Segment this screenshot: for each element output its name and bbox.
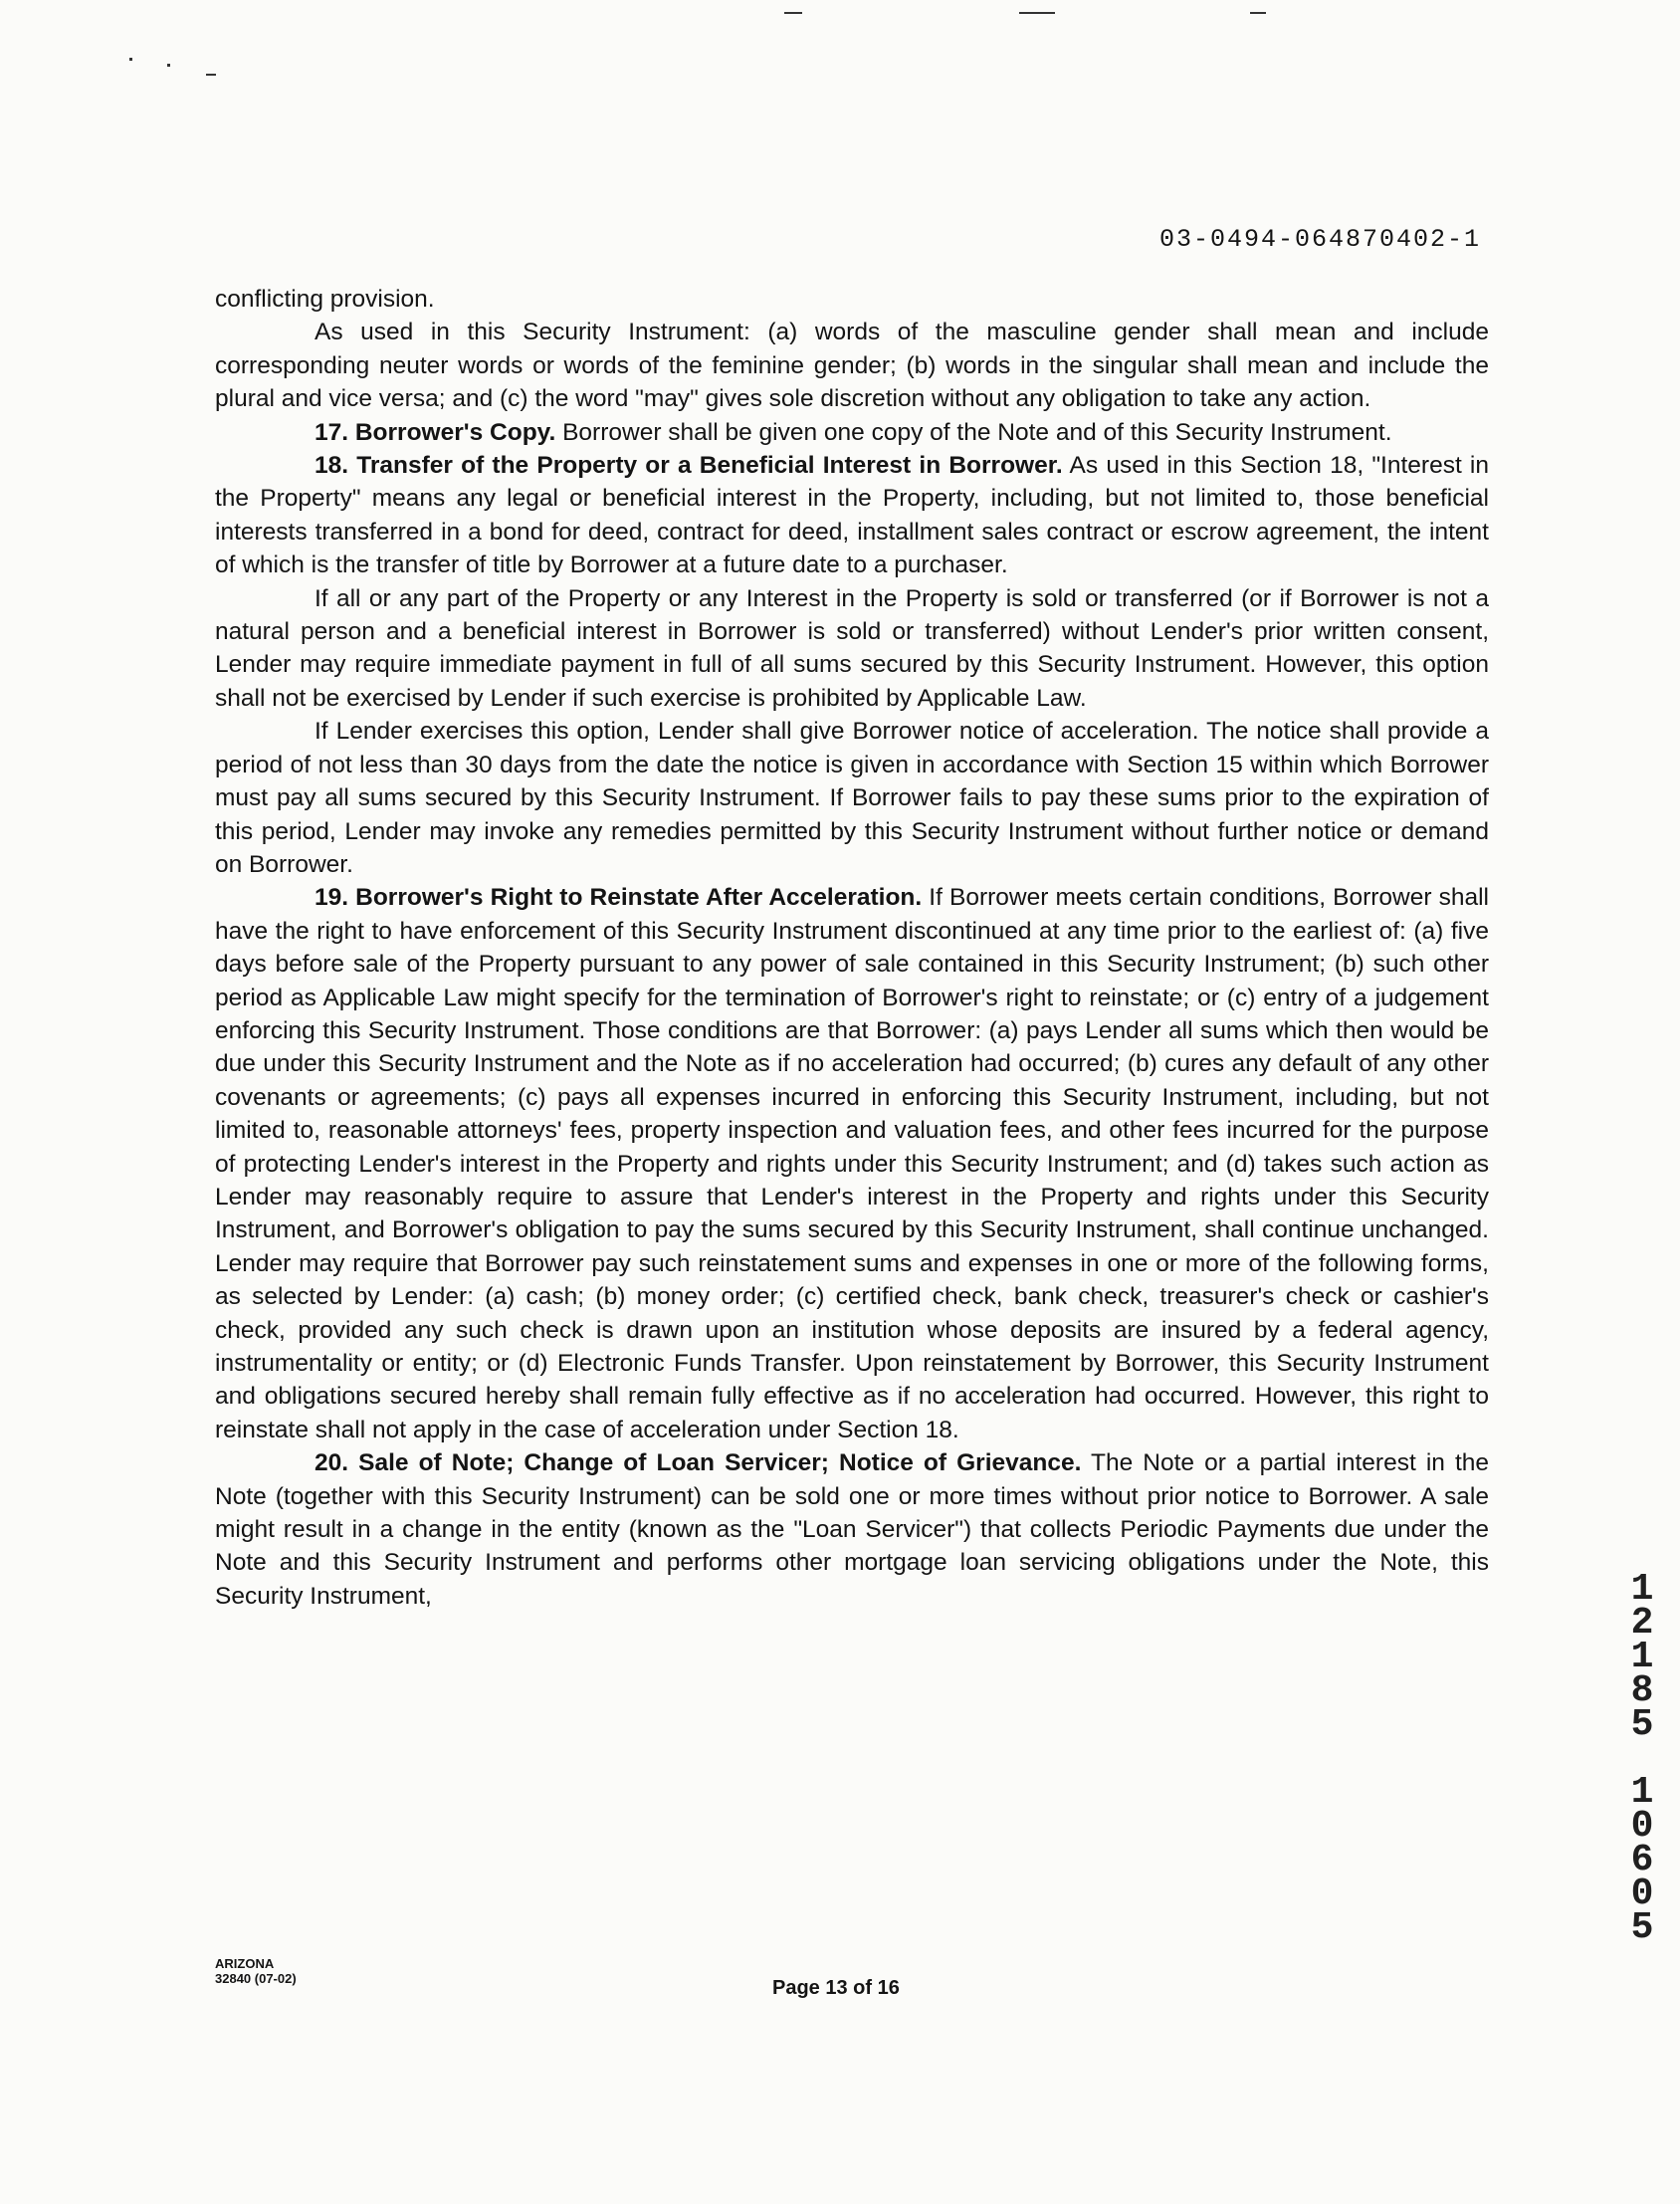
paragraph-sale-or-transfer bbox=[215, 582, 1489, 716]
section-20-sale-of-note bbox=[215, 1446, 1489, 1613]
stamp-digit: 0 bbox=[1630, 1873, 1654, 1915]
paragraph-text: conflicting provision. bbox=[215, 286, 435, 313]
paragraph-notice-of-acceleration bbox=[215, 715, 1489, 881]
paragraph-text: As used in this Security Instrument: (a) words of the masculine gender shall mean and include corresponding neuter words or words of the feminine gender; (b) words in the singular shall mean and include the plural and vice versa; and (c) the word "may" gives sole discretion without any obligation to take any action. bbox=[215, 319, 1489, 413]
document-number: 03-0494-064870402-1 bbox=[1158, 225, 1481, 254]
stamp-digit: 8 bbox=[1630, 1669, 1654, 1712]
stamp-digit: 6 bbox=[1630, 1839, 1654, 1881]
document-body bbox=[215, 283, 1489, 1613]
paragraph-text: If Borrower meets certain conditions, Borrower shall have the right to have enforcement of this Security Instrument discontinued at any time prior to the earliest of: (a) five days before sale of the Property pursuant to any power of sale contained in this Security Instrument; (b) such other period as Applicable Law might specify for the termination of Borrower's right to reinstate; or (c) entry of a judgement enforcing this Security Instrument. Those conditions are that Borrower: (a) pays Lender all sums which then would be due under this Security Instrument and the Note as if no acceleration had occurred; (b) cures any default of any other covenants or agreements; (c) pays all expenses incurred in enforcing this Security Instrument, including, but not limited to, reasonable attorneys' fees, property inspection and valuation fees, and other fees incurred for the purpose of protecting Lender's interest in the Property and rights under this Security Instrument; and (d) takes such action as Lender may reasonably require to assure that Lender's interest in the Property and rights under this Security Instrument, and Borrower's obligation to pay the sums secured by this Security Instrument, shall continue unchanged. Lender may require that Borrower pay such reinstatement sums and expenses in one or more of the following forms, as selected by Lender: (a) cash; (b) money order; (c) certified check, bank check, treasurer's check or cashier's check, provided any such check is drawn upon an institution whose deposits are insured by a federal agency, instrumentality or entity; or (d) Electronic Funds Transfer. Upon reinstatement by Borrower, this Security Instrument and obligations secured hereby shall remain fully effective as if no acceleration had occurred. However, this right to reinstate shall not apply in the case of acceleration under Section 18. bbox=[215, 884, 1490, 1443]
paragraph-text: The Note or a partial interest in the Note (together with this Security Instrument) can be sold one or more times without prior notice to Borrower. A sale might result in a change in the entity (known as the "Loan Servicer") that collects Periodic Payments due under the Note and this Security Instrument and performs other mortgage loan servicing obligations under the Note, this Security Instrument, bbox=[215, 1449, 1490, 1610]
paragraph-text: If Lender exercises this option, Lender shall give Borrower notice of acceleration. The notice shall provide a period of not less than 30 days from the date the notice is given in accordance with Section 15 within which Borrower must pay all sums secured by this Security Instrument. If Borrower fails to pay these sums prior to the expiration of this period, Lender may invoke any remedies permitted by this Security Instrument without further notice or demand on Borrower. bbox=[215, 718, 1489, 878]
section-17-borrowers-copy bbox=[215, 416, 1489, 449]
recording-number-stamp bbox=[1624, 1568, 1660, 1949]
scan-speck bbox=[1250, 12, 1266, 14]
stamp-digit: 1 bbox=[1630, 1636, 1654, 1678]
paragraph-text: Borrower shall be given one copy of the Note and of this Security Instrument. bbox=[555, 418, 1392, 446]
footer-state: ARIZONA bbox=[215, 1956, 275, 1971]
paragraph-text: If all or any part of the Property or any Interest in the Property is sold or transferred (or if Borrower is not a natural person and a beneficial interest in Borrower is sold or transferred) without Lender's prior written consent, Lender may require immediate payment in full of all sums secured by this Security Instrument. However, this option shall not be exercised by Lender if such exercise is prohibited by Applicable Law. bbox=[215, 584, 1489, 712]
paragraph-text: As used in this Section 18, "Interest in the Property" means any legal or beneficial interest in the Property, including, but not limited to, those beneficial interests transferred in a bond for deed, contract for deed, installment sales contract or escrow agreement, the intent of which is the transfer of title by Borrower at a future date to a purchaser. bbox=[215, 452, 1489, 579]
scan-speck bbox=[1019, 12, 1055, 14]
section-19-right-to-reinstate bbox=[215, 881, 1489, 1446]
section-heading: 18. Transfer of the Property or a Beneficial Interest in Borrower. bbox=[315, 452, 1063, 480]
footer-form-number: 32840 (07-02) bbox=[215, 1971, 297, 1986]
paragraph-gender-and-number bbox=[215, 316, 1489, 415]
scan-speck bbox=[784, 12, 802, 14]
section-heading: 19. Borrower's Right to Reinstate After Acceleration. bbox=[315, 884, 923, 912]
scan-speck bbox=[129, 58, 132, 61]
page-number: Page 13 of 16 bbox=[772, 1977, 900, 1999]
stamp-digit: 1 bbox=[1630, 1568, 1654, 1611]
scan-speck bbox=[167, 64, 170, 67]
stamp-digit: 5 bbox=[1630, 1703, 1654, 1746]
section-18-transfer-of-property bbox=[215, 449, 1489, 582]
stamp-digit: 1 bbox=[1630, 1771, 1654, 1814]
footer-form-id bbox=[215, 1956, 297, 1986]
section-heading: 20. Sale of Note; Change of Loan Servicer; Notice of Grievance. bbox=[315, 1449, 1082, 1477]
section-heading: 17. Borrower's Copy. bbox=[315, 418, 556, 446]
stamp-digit: 2 bbox=[1630, 1602, 1654, 1645]
paragraph-conflicting-provision bbox=[215, 283, 1489, 316]
scan-speck bbox=[206, 74, 216, 76]
stamp-digit: 5 bbox=[1630, 1906, 1654, 1949]
stamp-digit: 0 bbox=[1630, 1805, 1654, 1848]
